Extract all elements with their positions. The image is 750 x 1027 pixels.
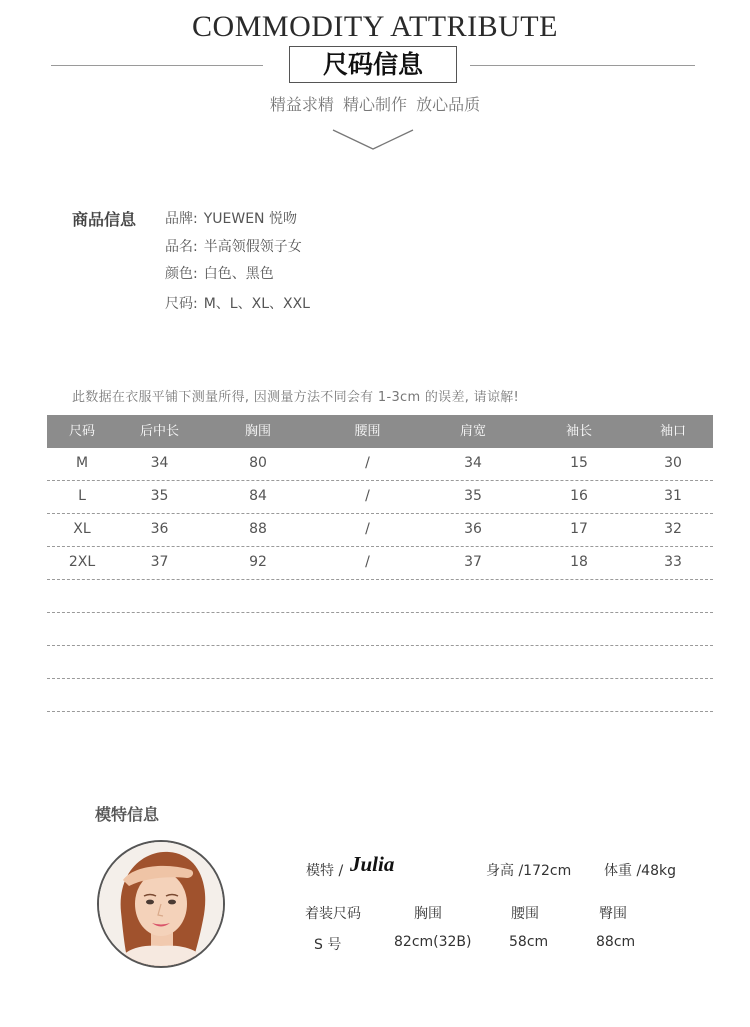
- table-cell: 15: [570, 455, 588, 471]
- table-cell: 34: [150, 455, 169, 471]
- table-header-cell: 袖长: [565, 424, 592, 439]
- table-row-empty: [47, 613, 713, 646]
- model-weight: 体重 /48kg: [604, 863, 676, 879]
- model-info-label: 模特信息: [95, 805, 160, 824]
- chevron-down-icon: [332, 128, 414, 152]
- table-header-row: [47, 415, 713, 448]
- table-header-cell: 腰围: [354, 424, 381, 439]
- product-info-row: [165, 208, 297, 228]
- measure-header: 着装尺码: [305, 906, 361, 922]
- table-cell: 88: [249, 521, 267, 537]
- measure-value: 58cm: [509, 934, 549, 950]
- table-cell: XL: [73, 521, 91, 537]
- table-cell: 35: [464, 488, 482, 504]
- table-cell: 16: [570, 488, 588, 504]
- measurement-note: 此数据在衣服平铺下测量所得, 因测量方法不同会有 1-3cm 的误差, 请谅解!: [72, 390, 520, 405]
- product-info-row: [165, 293, 310, 313]
- table-row-empty: [47, 646, 713, 679]
- product-info-label: 商品信息: [72, 210, 137, 229]
- table-row-empty: [47, 679, 713, 712]
- table-cell: /: [365, 455, 370, 471]
- brand-value: YUEWEN 悦吻: [203, 211, 297, 227]
- table-row: [47, 481, 713, 514]
- measure-header: 臀围: [599, 906, 627, 922]
- measure-value: 82cm(32B): [394, 934, 472, 950]
- measure-header: 腰围: [511, 906, 539, 922]
- table-cell: /: [365, 488, 370, 504]
- model-portrait-icon: [99, 842, 223, 966]
- table-header-cell: 肩宽: [459, 424, 486, 439]
- table-cell: 32: [664, 521, 682, 537]
- header-subtitle: 精益求精 精心制作 放心品质: [269, 95, 481, 114]
- table-cell: /: [365, 554, 370, 570]
- product-name-value: 半高领假领子女: [203, 239, 302, 255]
- table-cell: M: [75, 455, 89, 471]
- measure-value: 88cm: [596, 934, 636, 950]
- table-cell: 2XL: [68, 554, 96, 570]
- table-row: [47, 514, 713, 547]
- table-header-cell: 胸围: [244, 424, 271, 439]
- table-cell: 31: [664, 488, 682, 504]
- table-cell: 34: [464, 455, 482, 471]
- model-avatar: [97, 840, 225, 968]
- table-cell: 37: [464, 554, 482, 570]
- product-info-row: [165, 263, 274, 283]
- table-cell: 30: [664, 455, 682, 471]
- header-divider-left: [51, 65, 263, 66]
- table-cell: 18: [570, 554, 588, 570]
- color-key: 颜色:: [165, 266, 198, 282]
- section-title-box: 尺码信息: [289, 46, 457, 83]
- table-cell: L: [78, 488, 86, 504]
- color-value: 白色、黑色: [203, 266, 274, 282]
- table-row-empty: [47, 580, 713, 613]
- table-cell: 33: [664, 554, 682, 570]
- table-header-cell: 后中长: [139, 424, 179, 439]
- table-cell: /: [365, 521, 370, 537]
- product-info-row: [165, 236, 302, 256]
- brand-key: 品牌:: [165, 211, 198, 227]
- table-cell: 92: [249, 554, 267, 570]
- model-name-key: 模特 /: [306, 863, 344, 879]
- table-row: [47, 448, 713, 481]
- product-name-key: 品名:: [165, 239, 198, 255]
- size-key: 尺码:: [165, 296, 198, 312]
- model-name: Julia: [350, 852, 395, 876]
- header-divider-right: [470, 65, 695, 66]
- table-cell: 37: [150, 554, 169, 570]
- table-cell: 35: [150, 488, 169, 504]
- table-cell: 80: [249, 455, 267, 471]
- table-header-cell: 尺码: [68, 424, 95, 439]
- model-height: 身高 /172cm: [486, 863, 572, 879]
- table-cell: 17: [570, 521, 588, 537]
- measure-header: 胸围: [414, 906, 442, 922]
- size-value: M、L、XL、XXL: [203, 296, 310, 312]
- table-cell: 36: [150, 521, 169, 537]
- table-row: [47, 547, 713, 580]
- table-cell: 84: [249, 488, 267, 504]
- size-table: [47, 415, 713, 712]
- section-title-english: COMMODITY ATTRIBUTE: [192, 10, 558, 43]
- table-header-cell: 袖口: [659, 424, 686, 439]
- table-cell: 36: [464, 521, 482, 537]
- measure-value: S 号: [314, 937, 342, 953]
